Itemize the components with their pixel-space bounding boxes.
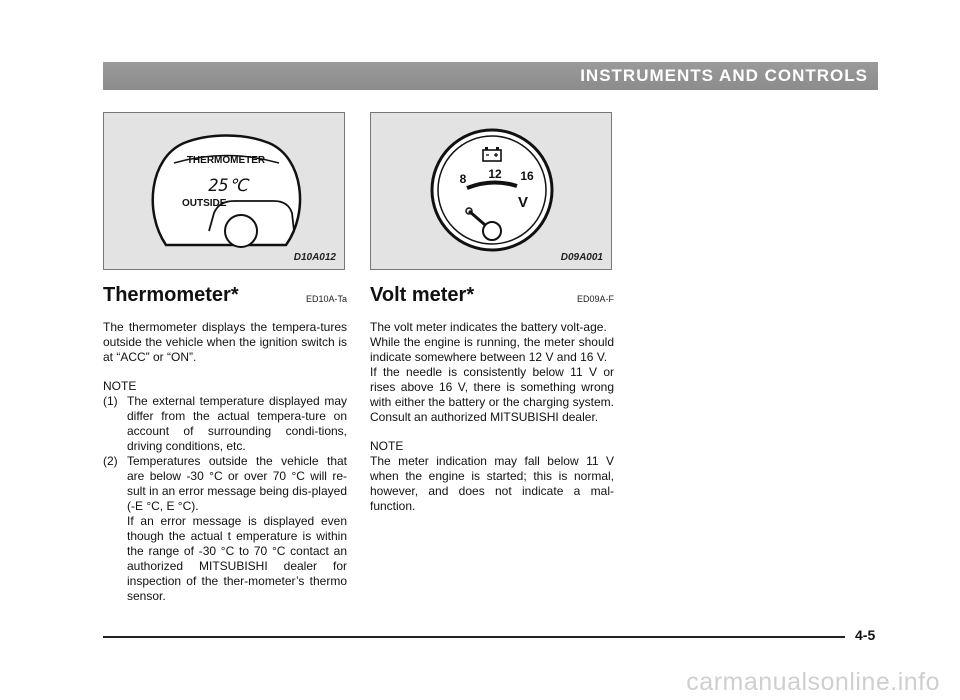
- voltmeter-scale-high: 16: [520, 169, 534, 183]
- note-label: NOTE: [370, 439, 404, 453]
- section-code: ED09A-F: [576, 294, 614, 304]
- note-text: Temperatures outside the vehicle that are below -30 °C or over 70 °C will re-sult in an error message being dis-played (-E °C, E °C).: [127, 454, 347, 513]
- voltmeter-unit: V: [517, 194, 529, 211]
- voltmeter-section: [370, 284, 614, 514]
- note-text-continued: If an error message is displayed even though the actual t emperature is within the range of -30 °C to 70 °C contact an authorized MITSUBISHI dealer for inspection of the ther-mometer’s thermo sensor.: [127, 514, 347, 603]
- section-title: INSTRUMENTS AND CONTROLS: [580, 66, 868, 85]
- footer-rule: [103, 636, 845, 638]
- paragraph: The thermometer displays the tempera-tures outside the vehicle when the ignition switch is at “ACC” or “ON”.: [103, 320, 347, 364]
- section-body: [103, 320, 347, 604]
- note-number: (1): [103, 394, 118, 408]
- note-text: The meter indication may fall below 11 V when the engine is started; this is normal, however, and does not indicate a mal-function.: [370, 454, 614, 513]
- section-code: ED10A-Ta: [305, 294, 347, 304]
- thermometer-figure: [103, 112, 345, 270]
- note-number: (2): [103, 454, 118, 468]
- figure-code: D09A001: [560, 252, 603, 263]
- paragraph: The volt meter indicates the battery volt-age.: [370, 320, 607, 334]
- note-label: NOTE: [103, 379, 137, 393]
- page-number: 4-5: [855, 627, 876, 643]
- voltmeter-illustration: [371, 113, 612, 270]
- watermark: carmanualsonline.info: [686, 668, 940, 696]
- paragraph: While the engine is running, the meter should indicate somewhere between 12 V and 16 V.: [370, 335, 614, 364]
- thermometer-display-value: 25℃: [208, 176, 248, 196]
- thermometer-section: [103, 284, 347, 604]
- voltmeter-scale-mid: 12: [488, 167, 502, 181]
- voltmeter-figure: [370, 112, 612, 270]
- note-item: [103, 394, 347, 454]
- section-heading-row: [103, 284, 347, 312]
- figure-code: D10A012: [293, 252, 336, 263]
- section-heading-row: [370, 284, 614, 312]
- thermometer-label-top: THERMOMETER: [186, 155, 266, 166]
- thermometer-illustration: [104, 113, 345, 270]
- section-heading: Thermometer*: [103, 284, 239, 306]
- note-item: [103, 454, 347, 604]
- section-heading: Volt meter*: [370, 284, 475, 306]
- section-header-band: [103, 62, 878, 90]
- voltmeter-scale-low: 8: [459, 172, 467, 186]
- thermometer-label-side: OUTSIDE: [182, 198, 227, 209]
- paragraph: If the needle is consistently below 11 V or rises above 16 V, there is something wrong with either the battery or the charging system. Consult an authorized MITSUBISHI dealer.: [370, 365, 614, 424]
- note-text: The external temperature displayed may differ from the actual tempera-ture on account of surrounding condi-tions, driving conditions, etc.: [127, 394, 347, 453]
- section-body: [370, 320, 614, 514]
